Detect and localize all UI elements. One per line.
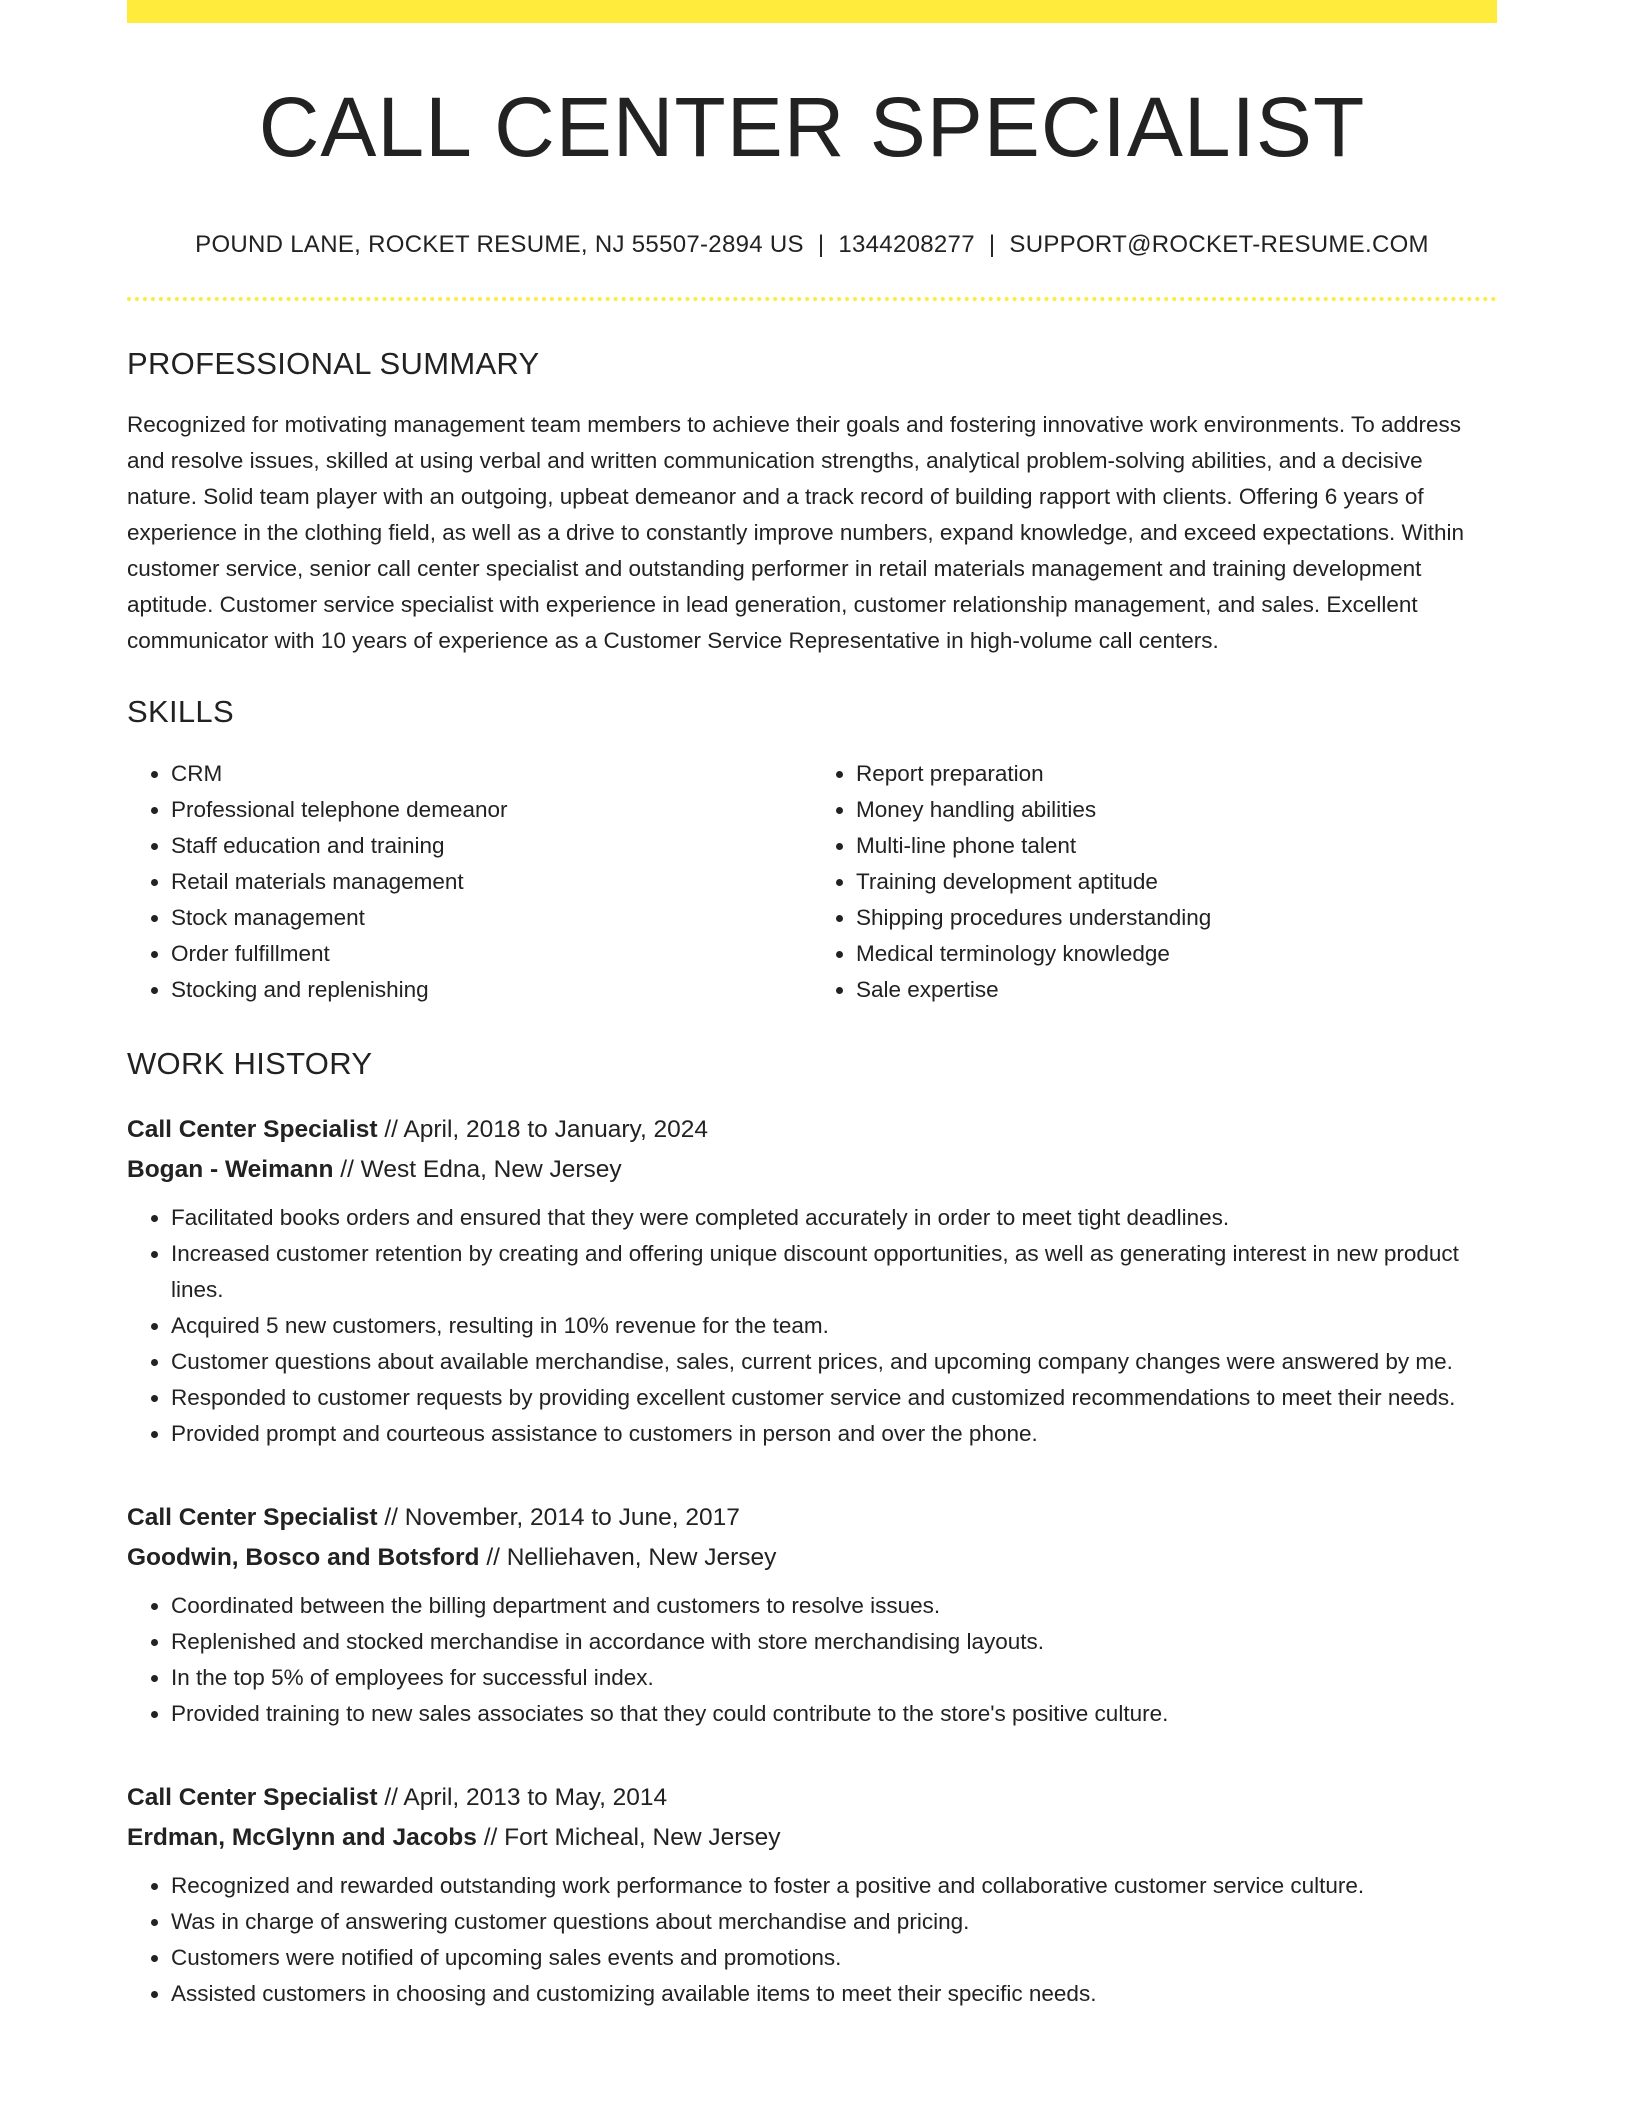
contact-separator: | xyxy=(988,231,996,259)
summary-text: Recognized for motivating management team members to achieve their goals and fostering innovative work environments. To address and resolve issues, skilled at using verbal and written communication strengths, analytical problem-solving abilities, and a decisive nature. Solid team player with an outgoing, upbeat demeanor and a track record of building rapport with clients. Offering 6 years of experience in the clothing field, as well as a drive to constantly improve numbers, expand knowledge, and exceed expectations. Within customer service, senior call center specialist and outstanding performer in retail materials management and training development aptitude. Customer service specialist with experience in lead generation, customer relationship management, and sales. Excellent communicator with 10 years of experience as a Customer Service Representative in high-volume call centers. xyxy=(127,412,1465,654)
contact-phone: 1344208277 xyxy=(838,231,975,259)
skills-list-left xyxy=(127,756,812,1008)
skills-heading: SKILLS xyxy=(127,694,234,730)
skill-item: • Staff education and training xyxy=(171,828,812,864)
job-bullet: • Responded to customer requests by providing excellent customer service and customized recommendations to meet their needs. xyxy=(171,1380,1497,1416)
job-location: // Nelliehaven, New Jersey xyxy=(479,1544,777,1572)
job-role: Call Center Specialist xyxy=(127,1116,378,1144)
job-bullet: • Customers were notified of upcoming sales events and promotions. xyxy=(171,1940,1497,1976)
job-role: Call Center Specialist xyxy=(127,1784,378,1812)
work-history-heading: WORK HISTORY xyxy=(127,1046,373,1082)
job-bullet: • Provided prompt and courteous assistance to customers in person and over the phone. xyxy=(171,1416,1497,1452)
skill-item: • Report preparation xyxy=(856,756,1497,792)
job-entry xyxy=(127,1498,1497,1732)
job-bullet: • Assisted customers in choosing and customizing available items to meet their specific needs. xyxy=(171,1976,1497,2012)
skill-item: • CRM xyxy=(171,756,812,792)
resume-page xyxy=(127,0,1497,2012)
job-company-line xyxy=(127,1818,1497,1858)
contact-email: SUPPORT@ROCKET-RESUME.COM xyxy=(1009,231,1429,259)
skill-item: • Training development aptitude xyxy=(856,864,1497,900)
skill-item: • Stock management xyxy=(171,900,812,936)
skill-item: • Shipping procedures understanding xyxy=(856,900,1497,936)
job-title-line xyxy=(127,1110,1497,1150)
job-company: Erdman, McGlynn and Jacobs xyxy=(127,1824,477,1852)
job-bullet: • Provided training to new sales associates so that they could contribute to the store's positive culture. xyxy=(171,1696,1497,1732)
job-bullet: • In the top 5% of employees for successful index. xyxy=(171,1660,1497,1696)
job-bullet: • Replenished and stocked merchandise in accordance with store merchandising layouts. xyxy=(171,1624,1497,1660)
job-bullet: • Coordinated between the billing department and customers to resolve issues. xyxy=(171,1588,1497,1624)
job-dates: // April, 2013 to May, 2014 xyxy=(377,1784,668,1812)
job-entry xyxy=(127,1110,1497,1452)
job-entry xyxy=(127,1778,1497,2012)
job-company-line xyxy=(127,1150,1497,1190)
job-bullet: • Recognized and rewarded outstanding work performance to foster a positive and collaborative customer service culture. xyxy=(171,1868,1497,1904)
job-bullet: • Was in charge of answering customer questions about merchandise and pricing. xyxy=(171,1904,1497,1940)
job-title-line xyxy=(127,1498,1497,1538)
skills-list-right xyxy=(812,756,1497,1008)
skill-item: • Medical terminology knowledge xyxy=(856,936,1497,972)
contact-separator: | xyxy=(817,231,825,259)
skill-item: • Multi-line phone talent xyxy=(856,828,1497,864)
job-role: Call Center Specialist xyxy=(127,1504,378,1532)
job-bullet: • Customer questions about available merchandise, sales, current prices, and upcoming company changes were answered by me. xyxy=(171,1344,1497,1380)
job-bullet: • Facilitated books orders and ensured that they were completed accurately in order to meet tight deadlines. xyxy=(171,1200,1497,1236)
job-dates: // April, 2018 to January, 2024 xyxy=(377,1116,709,1144)
job-bullet: • Acquired 5 new customers, resulting in 10% revenue for the team. xyxy=(171,1308,1497,1344)
skill-item: • Money handling abilities xyxy=(856,792,1497,828)
skill-item: • Sale expertise xyxy=(856,972,1497,1008)
contact-address: POUND LANE, ROCKET RESUME, NJ 55507-2894 US xyxy=(195,231,804,259)
skill-item: • Order fulfillment xyxy=(171,936,812,972)
skill-item: • Stocking and replenishing xyxy=(171,972,812,1008)
job-bullets xyxy=(127,1868,1497,2012)
contact-line xyxy=(127,231,1497,259)
job-title-line xyxy=(127,1778,1497,1818)
skills-columns xyxy=(127,756,1497,1008)
job-company: Bogan - Weimann xyxy=(127,1156,334,1184)
job-bullets xyxy=(127,1588,1497,1732)
job-bullets xyxy=(127,1200,1497,1452)
skill-item: • Retail materials management xyxy=(171,864,812,900)
job-location: // West Edna, New Jersey xyxy=(333,1156,622,1184)
summary-heading: PROFESSIONAL SUMMARY xyxy=(127,346,540,382)
job-company: Goodwin, Bosco and Botsford xyxy=(127,1544,480,1572)
dotted-divider xyxy=(127,297,1497,301)
skill-item: • Professional telephone demeanor xyxy=(171,792,812,828)
job-location: // Fort Micheal, New Jersey xyxy=(476,1824,781,1852)
job-bullet: • Increased customer retention by creating and offering unique discount opportunities, as well as generating interest in new product lines. xyxy=(171,1236,1497,1308)
accent-bar xyxy=(127,0,1497,23)
job-company-line xyxy=(127,1538,1497,1578)
candidate-name: CALL CENTER SPECIALIST xyxy=(258,80,1366,174)
job-dates: // November, 2014 to June, 2017 xyxy=(377,1504,740,1532)
